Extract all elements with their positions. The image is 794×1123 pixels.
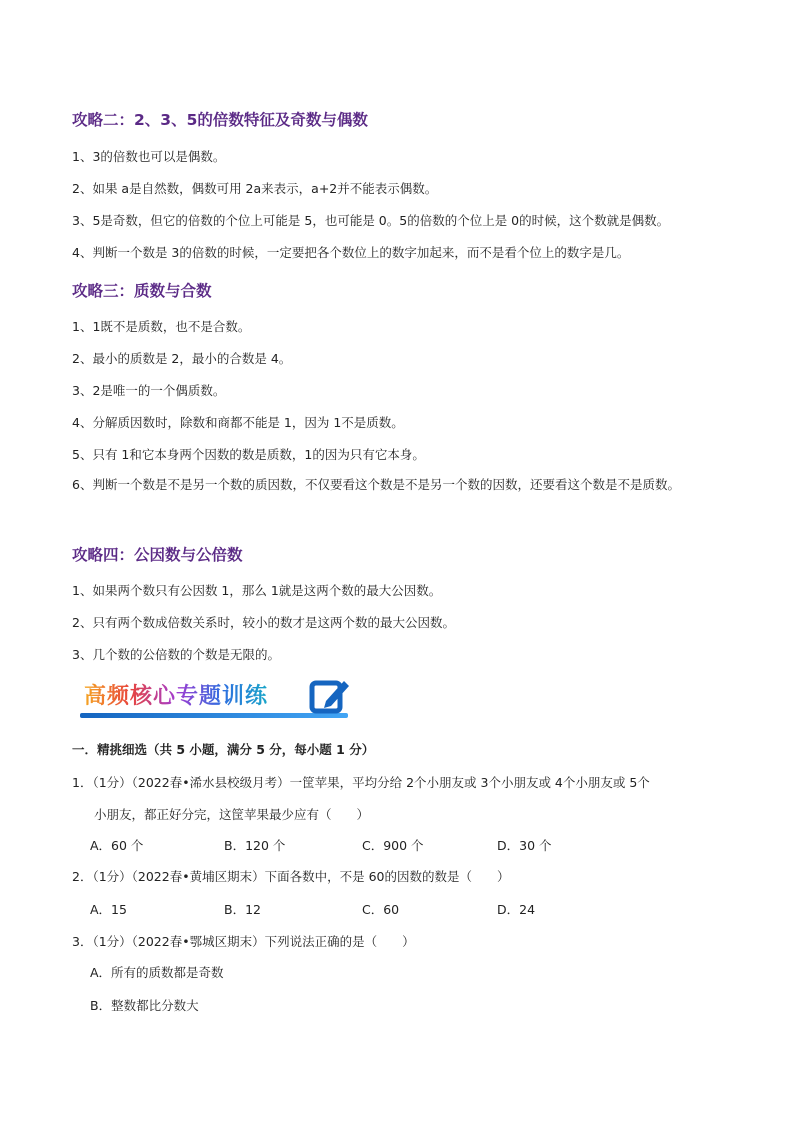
section-heading-4: 攻略四：公因数与公倍数: [72, 546, 243, 564]
part-title: 一．精挑细选（共 5 小题，满分 5 分，每小题 1 分）: [72, 742, 375, 757]
list-item: 2、最小的质数是 2，最小的合数是 4。: [72, 351, 292, 366]
option-d: D．30 个: [497, 838, 552, 853]
list-item: 1、如果两个数只有公因数 1，那么 1就是这两个数的最大公因数。: [72, 583, 442, 598]
option-a: A．所有的质数都是奇数: [90, 965, 224, 980]
list-item: 5、只有 1和它本身两个因数的数是质数，1的因为只有它本身。: [72, 447, 425, 462]
edit-note-icon: [308, 673, 352, 717]
list-item: 1、3的倍数也可以是偶数。: [72, 149, 226, 164]
option-a: A．60 个: [90, 838, 144, 853]
question-1: 1．（1分）（2022春•浠水县校级月考）一筐苹果，平均分给 2个小朋友或 3个小朋友或 4个小朋友或 5个: [72, 775, 650, 790]
list-item: 3、2是唯一的一个偶质数。: [72, 383, 226, 398]
option-b: B．120 个: [224, 838, 286, 853]
option-a: A．15: [90, 902, 127, 917]
list-item: 6、判断一个数是不是另一个数的质因数，不仅要看这个数是不是另一个数的因数，还要看这个数是不是质数。: [72, 477, 680, 492]
section-heading-2: 攻略二：2、3、5的倍数特征及奇数与偶数: [72, 111, 368, 129]
list-item: 4、判断一个数是 3的倍数的时候，一定要把各个数位上的数字加起来，而不是看个位上的数字是几。: [72, 245, 630, 260]
option-c: C．900 个: [362, 838, 424, 853]
option-b: B．整数都比分数大: [90, 998, 199, 1013]
list-item: 3、5是奇数，但它的倍数的个位上可能是 5，也可能是 0。5的倍数的个位上是 0的时候，这个数就是偶数。: [72, 213, 670, 228]
option-c: C．60: [362, 902, 400, 917]
list-item: 2、只有两个数成倍数关系时，较小的数才是这两个数的最大公因数。: [72, 615, 455, 630]
option-b: B．12: [224, 902, 261, 917]
section-heading-3: 攻略三：质数与合数: [72, 282, 212, 300]
list-item: 3、几个数的公倍数的个数是无限的。: [72, 647, 280, 662]
question-2: 2．（1分）（2022春•黄埔区期末）下面各数中，不是 60的因数的数是（ ）: [72, 869, 510, 884]
list-item: 4、分解质因数时，除数和商都不能是 1，因为 1不是质数。: [72, 415, 404, 430]
list-item: 2、如果 a是自然数，偶数可用 2a来表示，a+2并不能表示偶数。: [72, 181, 438, 196]
section-banner: [80, 673, 355, 729]
option-d: D．24: [497, 902, 536, 917]
question-1-cont: 小朋友，都正好分完，这筐苹果最少应有（ ）: [94, 807, 370, 822]
banner-title: 高频核心专题训练: [84, 679, 268, 710]
question-3: 3．（1分）（2022春•鄂城区期末）下列说法正确的是（ ）: [72, 934, 415, 949]
list-item: 1、1既不是质数，也不是合数。: [72, 319, 251, 334]
